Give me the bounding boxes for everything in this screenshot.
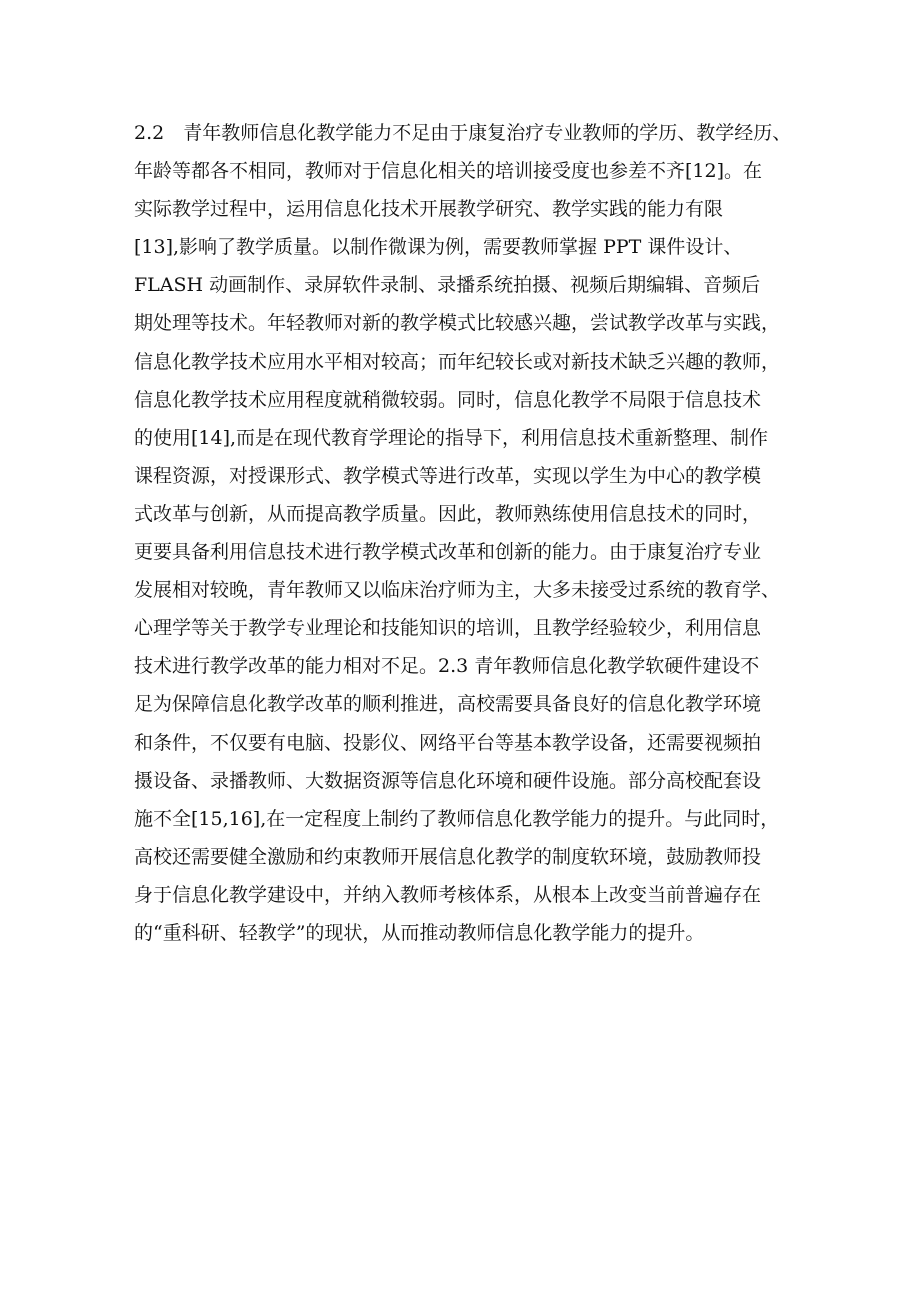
text-line: FLASH 动画制作、录屏软件录制、录播系统拍摄、视频后期编辑、音频后 [134, 274, 761, 297]
text-line: 身于信息化教学建设中，并纳入教师考核体系，从根本上改变当前普遍存在 [134, 883, 762, 906]
text-line: 的“重科研、轻教学”的现状，从而推动教师信息化教学能力的提升。 [134, 921, 705, 944]
text-line: 发展相对较晚，青年教师又以临床治疗师为主，大多未接受过系统的教育学、 [134, 579, 781, 602]
text-line: 课程资源，对授课形式、教学模式等进行改革，实现以学生为中心的教学模 [134, 464, 762, 487]
text-line: 心理学等关于教学专业理论和技能知识的培训，且教学经验较少，利用信息 [134, 617, 762, 640]
text-line: 更要具备利用信息技术进行教学模式改革和创新的能力。由于康复治疗专业 [134, 541, 762, 564]
text-line: 年龄等都各不相同，教师对于信息化相关的培训接受度也参差不齐[12]。在 [134, 160, 763, 183]
text-line: 期处理等技术。年轻教师对新的教学模式比较感兴趣，尝试教学改革与实践， [134, 312, 781, 335]
text-line: 2.2 青年教师信息化教学能力不足由于康复治疗专业教师的学历、教学经历、 [134, 122, 792, 144]
text-line: 足为保障信息化教学改革的顺利推进，高校需要具备良好的信息化教学环境 [134, 693, 762, 716]
body-paragraph [134, 114, 824, 952]
text-line: 的使用[14],而是在现代教育学理论的指导下，利用信息技术重新整理、制作 [134, 426, 769, 449]
text-line: 式改革与创新，从而提高教学质量。因此，教师熟练使用信息技术的同时， [134, 502, 762, 525]
text-line: 实际教学过程中，运用信息化技术开展教学研究、教学实践的能力有限 [134, 198, 724, 221]
text-line: 高校还需要健全激励和约束教师开展信息化教学的制度软环境，鼓励教师投 [134, 845, 762, 868]
text-line: 和条件，不仅要有电脑、投影仪、网络平台等基本教学设备，还需要视频拍 [134, 731, 762, 754]
text-line: 摄设备、录播教师、大数据资源等信息化环境和硬件设施。部分高校配套设 [134, 769, 762, 792]
text-line: 信息化教学技术应用程度就稍微较弱。同时，信息化教学不局限于信息技术 [134, 388, 762, 411]
text-line: 信息化教学技术应用水平相对较高；而年纪较长或对新技术缺乏兴趣的教师， [134, 350, 781, 373]
text-line: [13],影响了教学质量。以制作微课为例，需要教师掌握 PPT 课件设计、 [134, 236, 743, 259]
text-line: 施不全[15,16],在一定程度上制约了教师信息化教学能力的提升。与此同时， [134, 807, 780, 830]
text-line: 技术进行教学改革的能力相对不足。2.3 青年教师信息化教学软硬件建设不 [134, 655, 760, 678]
